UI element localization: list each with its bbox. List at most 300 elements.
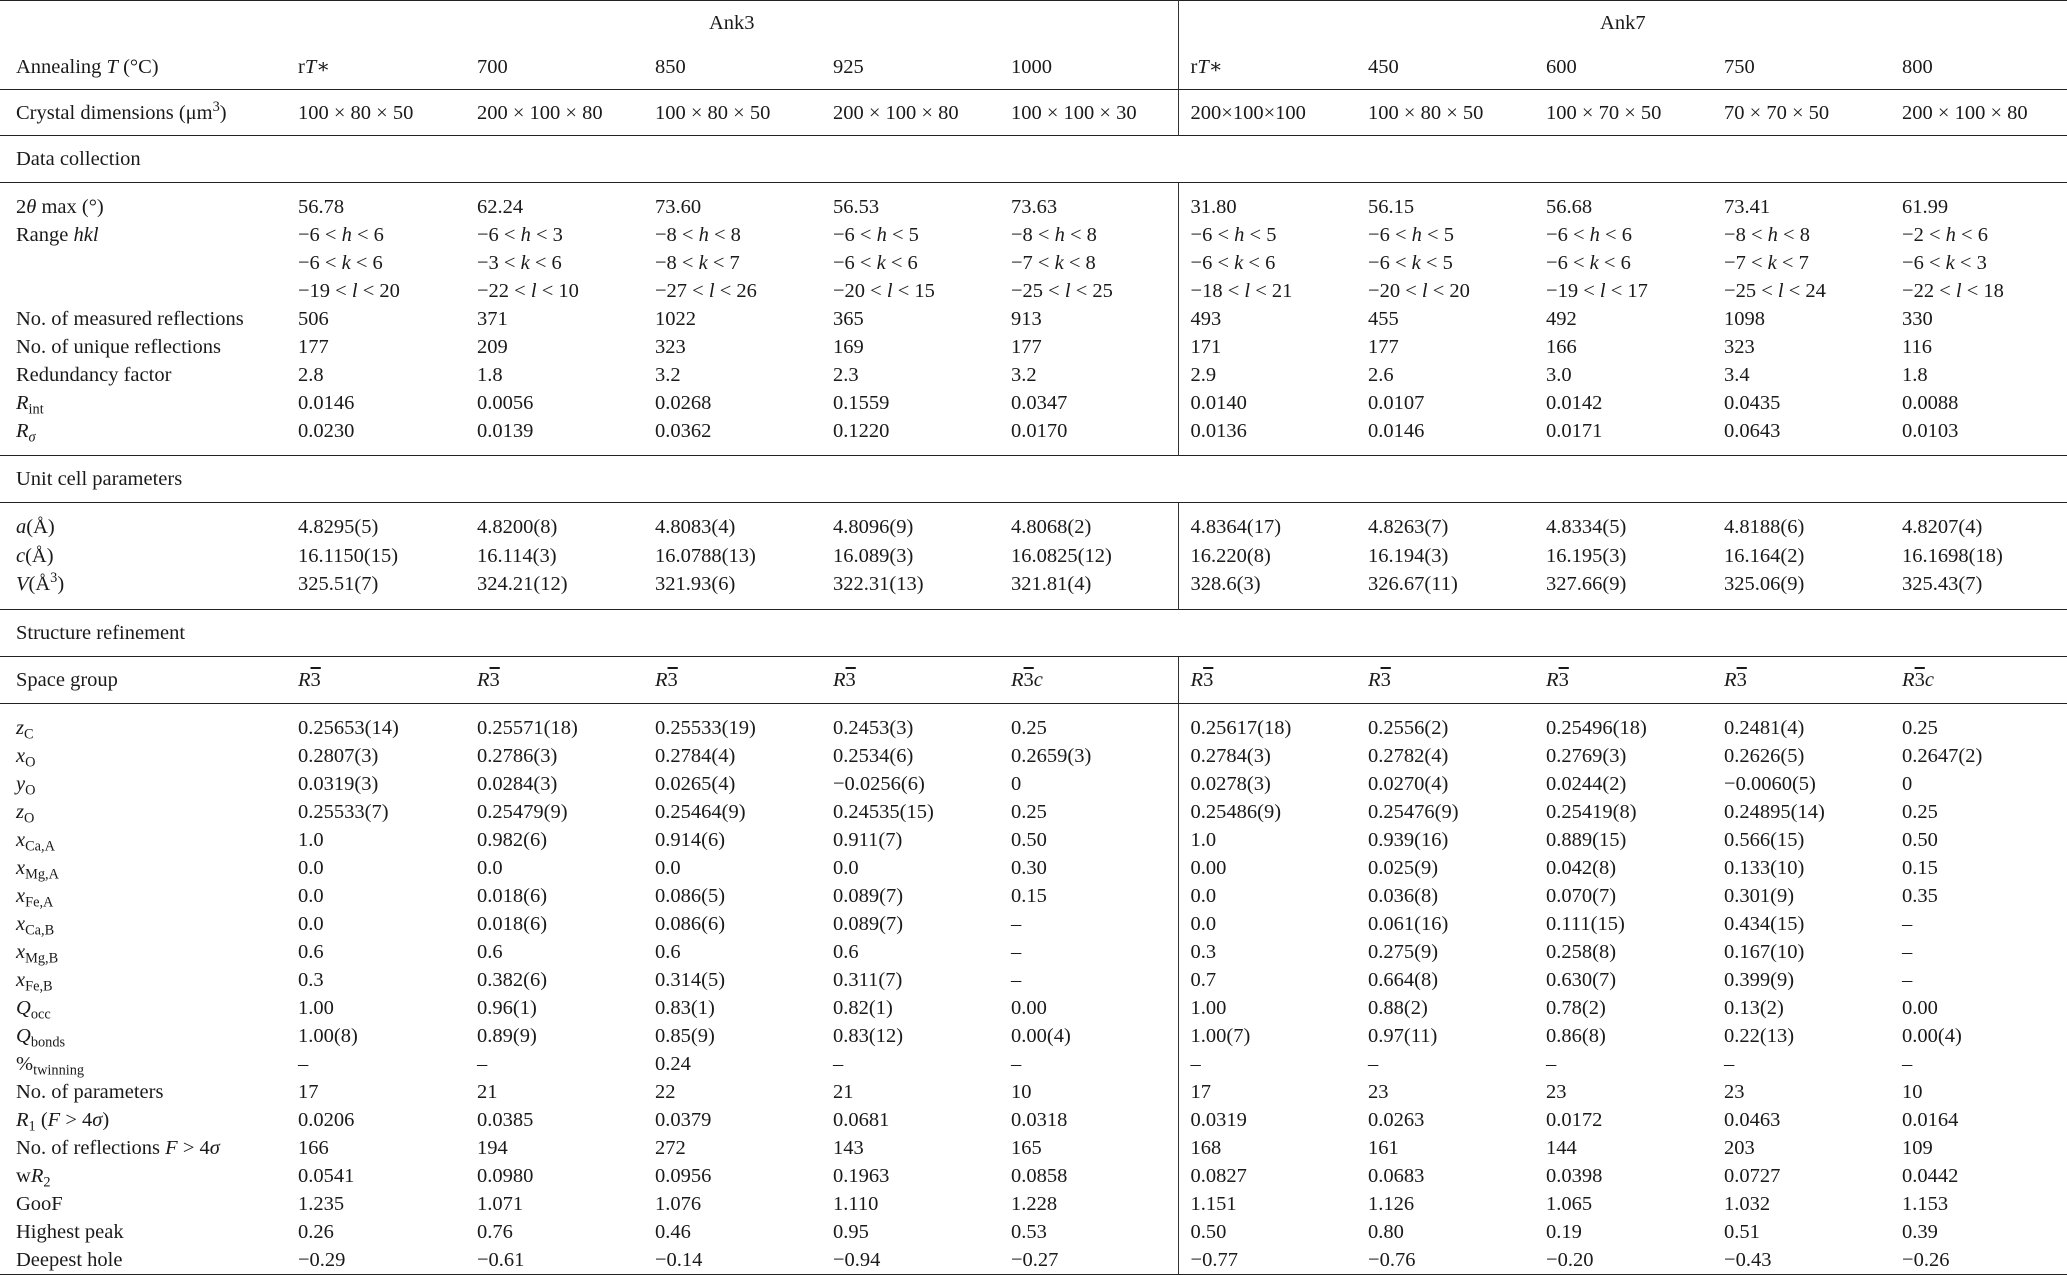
cell-c-cell: 16.114(3) [477, 544, 557, 567]
variable-symbol: z [16, 800, 24, 823]
unique-reflections-cell: 177 [1368, 336, 1399, 358]
num-reflections-f4s-cell: 109 [1902, 1136, 1933, 1159]
variable-symbol: h [1411, 224, 1422, 246]
spacer-cell [1356, 183, 1534, 194]
spacer-cell [1712, 183, 1890, 194]
param-pct-twinning-cell: – [298, 1052, 309, 1075]
r-sigma-cell: 0.0171 [1546, 420, 1603, 442]
r-sigma-label [0, 417, 286, 445]
variable-symbol: x [16, 912, 26, 935]
space-group-glide: c [1033, 668, 1043, 691]
cell-volume-row [0, 570, 2067, 599]
variable-symbol: x [16, 940, 26, 963]
label-subscript: Ca,A [25, 837, 55, 854]
param-x-ca-b-cell: – [1902, 912, 1913, 935]
range-hkl-l-cell: −19 < l < 20 [298, 280, 400, 302]
range-hkl-l-cell: −25 < l < 25 [999, 277, 1178, 305]
param-z-o-cell: 0.25476(9) [1368, 800, 1459, 823]
unit-cell-section-title: Unit cell parameters [0, 456, 2067, 503]
goof-cell: 1.153 [1902, 1192, 1949, 1215]
r1-label: $R_1$ (F > 4σ) [16, 1108, 110, 1134]
range-hkl-l-cell: −25 < l < 24 [1724, 280, 1826, 302]
param-pct-twinning-cell: – [477, 1052, 488, 1075]
two-theta-max-label: 2θ max (°) [16, 196, 104, 218]
spacer-cell [1712, 599, 1890, 610]
param-y-o-label [0, 770, 286, 798]
deepest-hole-cell: −0.76 [1356, 1246, 1534, 1275]
param-z-c-row [0, 714, 2067, 742]
space-group-rotoinversion: 3 [489, 668, 500, 691]
space-group-symbol: R [1190, 668, 1204, 691]
cell-c-cell: 16.1150(15) [298, 544, 399, 567]
param-pct-twinning-cell: – [1190, 1052, 1201, 1075]
param-x-ca-a-cell: 1.0 [298, 828, 324, 851]
spacer-cell [999, 183, 1178, 194]
cell-a-row [0, 513, 2067, 542]
spacer-cell [0, 445, 286, 456]
spacer-cell [1890, 183, 2067, 194]
param-x-ca-b-label [0, 910, 286, 938]
variable-symbol: c [16, 544, 26, 567]
data-collection-section-title: Data collection [0, 136, 2067, 183]
param-y-o-cell: 0.0284(3) [477, 772, 558, 795]
wr2-cell: 0.0442 [1902, 1164, 1959, 1187]
r-sigma-cell: 0.0362 [655, 420, 712, 442]
param-Q-occ-cell: 0.13(2) [1724, 996, 1784, 1019]
spacer-cell [1890, 445, 2067, 456]
variable-symbol: Q [16, 1024, 31, 1047]
cell-c-cell: 16.0825(12) [999, 542, 1178, 571]
spacer-cell [1534, 703, 1712, 714]
cell-a-cell: 4.8295(5) [298, 516, 379, 539]
param-Q-occ-cell: 1.00 [298, 996, 334, 1019]
redundancy-factor-cell: 3.2 [655, 364, 681, 386]
param-Q-bonds-cell: 0.00(4) [1902, 1024, 1962, 1047]
deepest-hole-cell: −0.61 [465, 1246, 643, 1275]
param-x-fe-a-cell: 0.301(9) [1724, 884, 1795, 907]
spacer-cell [1356, 703, 1534, 714]
param-y-o-cell: −0.0060(5) [1724, 772, 1816, 795]
param-x-fe-b-cell: 0.3 [298, 968, 324, 991]
r1-cell: 0.0681 [833, 1108, 890, 1131]
r-sigma-cell: 0.0146 [1368, 420, 1425, 442]
range-hkl-l-label [0, 277, 286, 305]
highest-peak-cell: 0.39 [1902, 1220, 1938, 1243]
cell-volume-cell: 321.81(4) [999, 570, 1178, 599]
variable-symbol: T [1197, 55, 1209, 78]
cell-volume-cell: 324.21(12) [477, 573, 568, 596]
param-Q-bonds-cell: 0.97(11) [1368, 1024, 1438, 1047]
variable-symbol: x [16, 744, 26, 767]
unique-reflections-cell: 177 [298, 336, 329, 358]
param-Q-occ-cell: 0.88(2) [1368, 996, 1428, 1019]
spacer-cell [999, 599, 1178, 610]
redundancy-factor-cell: 2.8 [298, 364, 324, 386]
cell-c-cell: 16.1698(18) [1902, 544, 2003, 567]
space-group-cell [1712, 656, 1890, 703]
cell-a-cell: 4.8068(2) [999, 513, 1178, 542]
wr2-cell: 0.0727 [1724, 1164, 1781, 1187]
variable-symbol: hkl [73, 224, 99, 246]
unique-reflections-cell: 171 [1190, 336, 1222, 358]
goof-cell: 1.065 [1546, 1192, 1593, 1215]
variable-symbol: h [1234, 224, 1245, 246]
spacer-cell [1178, 599, 1356, 610]
num-reflections-f4s-cell: 168 [1190, 1136, 1222, 1159]
highest-peak-cell: 0.46 [655, 1220, 691, 1243]
param-pct-twinning-cell: – [999, 1050, 1178, 1078]
spacer-cell [286, 183, 465, 194]
param-x-ca-a-cell: 1.0 [1190, 828, 1217, 851]
cell-volume-cell: 321.93(6) [655, 573, 736, 596]
variable-symbol: h [1589, 224, 1600, 246]
goof-cell: 1.235 [298, 1192, 345, 1215]
space-group-cell [1890, 656, 2067, 703]
space-group-rotoinversion: 3 [845, 668, 856, 691]
variable-symbol: R [30, 1164, 44, 1187]
r-int-row [0, 389, 2067, 417]
param-z-o-cell: 0.25479(9) [477, 800, 568, 823]
variable-symbol: y [16, 772, 26, 795]
measured-reflections-cell: 365 [833, 308, 864, 330]
param-x-fe-a-cell: 0.35 [1902, 884, 1938, 907]
variable-symbol: l [886, 280, 893, 302]
param-y-o-cell: 0.0244(2) [1546, 772, 1627, 795]
space-group-rotoinversion: 3 [1914, 668, 1925, 691]
param-x-mg-b-cell: 0.167(10) [1724, 940, 1805, 963]
measured-reflections-cell: 493 [1190, 308, 1222, 330]
variable-symbol: x [16, 884, 26, 907]
variable-symbol: h [698, 224, 709, 246]
num-parameters-label: No. of parameters [16, 1080, 164, 1103]
r-sigma-cell: 0.0136 [1190, 420, 1247, 442]
two-theta-max-cell: 31.80 [1190, 196, 1237, 218]
range-hkl-h-cell: −6 < h < 5 [833, 224, 919, 246]
goof-cell: 1.032 [1724, 1192, 1771, 1215]
two-theta-max-cell: 73.41 [1724, 196, 1771, 218]
label-subscript: O [25, 753, 36, 770]
deepest-hole-cell: −0.29 [286, 1246, 465, 1275]
variable-symbol: V [16, 573, 29, 596]
deepest-hole-cell: −0.27 [999, 1246, 1178, 1275]
param-z-c-label [0, 714, 286, 742]
crystal-dimensions-cell: 70 × 70 × 50 [1712, 90, 1890, 136]
spacer-cell [465, 503, 643, 514]
unit-cell-section-row [0, 456, 2067, 503]
r-sigma-cell: 0.0643 [1724, 420, 1781, 442]
num-parameters-cell: 21 [477, 1080, 498, 1103]
redundancy-factor-cell: 1.8 [477, 364, 503, 386]
spacer-cell [821, 183, 999, 194]
num-parameters-cell: 23 [1368, 1080, 1389, 1103]
param-x-ca-a-cell: 0.939(16) [1368, 828, 1449, 851]
two-theta-max-cell: 61.99 [1902, 196, 1949, 218]
param-x-ca-a-cell: 0.566(15) [1724, 828, 1805, 851]
label-subscript: 2 [43, 1173, 51, 1190]
redundancy-factor-label: Redundancy factor [16, 364, 172, 386]
measured-reflections-cell: 506 [298, 308, 329, 330]
measured-reflections-cell: 330 [1902, 308, 1933, 330]
variable-symbol: x [16, 856, 26, 879]
variable-symbol: σ [92, 1108, 103, 1131]
param-x-ca-b-cell: 0.111(15) [1546, 912, 1625, 935]
param-y-o-cell: 0 [999, 770, 1178, 798]
param-x-ca-a-cell: 0.50 [999, 826, 1178, 854]
label-subscript: bonds [30, 1033, 66, 1050]
annealing-cell: 1000 [999, 44, 1178, 90]
param-Q-bonds-cell: 0.86(8) [1546, 1024, 1606, 1047]
param-x-fe-a-cell: 0.089(7) [833, 884, 904, 907]
num-reflections-f4s-cell: 161 [1368, 1136, 1399, 1159]
variable-symbol: Q [16, 996, 31, 1019]
spacer-cell [999, 503, 1178, 514]
crystal-dimensions-row [0, 90, 2067, 136]
unique-reflections-row [0, 333, 2067, 361]
param-x-ca-b-cell: 0.018(6) [477, 912, 548, 935]
spacer-cell [821, 503, 999, 514]
spacer-cell [1178, 183, 1356, 194]
param-x-fe-a-row [0, 882, 2067, 910]
param-Q-bonds-cell: 1.00(8) [298, 1024, 358, 1047]
param-x-fe-a-cell: 0.0 [298, 884, 324, 907]
num-reflections-f4s-cell: 166 [298, 1136, 329, 1159]
param-Q-occ-cell: 0.78(2) [1546, 996, 1606, 1019]
space-group-cell [286, 656, 465, 703]
space-group-rotoinversion: 3 [1558, 668, 1569, 691]
spacer-cell [0, 703, 286, 714]
crystal-dimensions-cell: 100 × 80 × 50 [1356, 90, 1534, 136]
param-x-mg-a-cell: 0.0 [298, 856, 324, 879]
num-reflections-f4s-cell: 165 [999, 1134, 1178, 1162]
spacer-cell [1356, 445, 1534, 456]
param-z-o-label [0, 798, 286, 826]
highest-peak-cell: 0.76 [477, 1220, 513, 1243]
param-Q-bonds-row [0, 1022, 2067, 1050]
space-group-symbol: R [1011, 668, 1024, 691]
variable-symbol: θ [26, 196, 37, 218]
crystal-dimensions-cell: 100 × 70 × 50 [1534, 90, 1712, 136]
param-x-o-cell: 0.2769(3) [1546, 744, 1627, 767]
unique-reflections-cell: 116 [1902, 336, 1933, 358]
annealing-label: Annealing T (°C) [16, 55, 159, 78]
range-hkl-l-cell: −20 < l < 15 [833, 280, 935, 302]
param-y-o-cell: 0.0319(3) [298, 772, 379, 795]
spacer-cell [821, 445, 999, 456]
r1-cell: 0.0318 [999, 1106, 1178, 1134]
space-group-row [0, 656, 2067, 703]
wr2-cell: 0.0398 [1546, 1164, 1603, 1187]
spacer-cell [1356, 503, 1534, 514]
variable-symbol: x [16, 828, 26, 851]
r1-cell: 0.0172 [1546, 1108, 1603, 1131]
r-sigma-cell: 0.0230 [298, 420, 355, 442]
spacer-cell [643, 445, 821, 456]
variable-symbol: h [876, 224, 887, 246]
param-x-ca-b-cell: 0.089(7) [833, 912, 904, 935]
param-x-fe-b-cell: – [1902, 968, 1913, 991]
param-x-mg-b-cell: 0.6 [655, 940, 681, 963]
r-sigma-cell: 0.1220 [833, 420, 890, 442]
variable-symbol: F [47, 1108, 61, 1131]
variable-symbol: l [530, 280, 537, 302]
r1-cell: 0.0206 [298, 1108, 355, 1131]
spacer-cell [465, 183, 643, 194]
range-hkl-h-cell: −8 < h < 8 [655, 224, 741, 246]
spacer-cell [286, 503, 465, 514]
range-hkl-h-cell: −2 < h < 6 [1902, 224, 1988, 246]
param-x-mg-b-cell: 0.6 [477, 940, 503, 963]
variable-symbol: R [16, 392, 29, 414]
spacer-cell [643, 183, 821, 194]
cell-a-cell: 4.8207(4) [1902, 516, 1983, 539]
param-x-o-row [0, 742, 2067, 770]
r-int-cell: 0.0107 [1368, 392, 1425, 414]
num-reflections-f4s-row [0, 1134, 2067, 1162]
deepest-hole-cell: −0.14 [643, 1246, 821, 1275]
spacer-cell [999, 445, 1178, 456]
range-hkl-k-label [0, 249, 286, 277]
space-group-rotoinversion: 3 [310, 668, 321, 691]
r-int-label [0, 389, 286, 417]
r1-cell: 0.0463 [1724, 1108, 1781, 1131]
param-x-fe-b-cell: 0.382(6) [477, 968, 548, 991]
param-x-fe-a-cell: 0.070(7) [1546, 884, 1617, 907]
spacer-cell [821, 703, 999, 714]
variable-symbol: k [520, 252, 530, 274]
param-Q-occ-cell: 0.00 [1902, 996, 1938, 1019]
label-subscript: Ca,B [25, 921, 55, 938]
variable-symbol: a [16, 516, 27, 539]
param-x-ca-a-cell: 0.914(6) [655, 828, 726, 851]
variable-symbol: h [1054, 224, 1065, 246]
param-z-c-cell: 0.2556(2) [1368, 716, 1449, 739]
variable-symbol: x [16, 968, 26, 991]
unique-reflections-cell: 177 [999, 333, 1178, 361]
range-hkl-k-cell: −8 < k < 7 [655, 252, 740, 274]
data-collection-section-row [0, 136, 2067, 183]
num-parameters-cell: 21 [833, 1080, 854, 1103]
redundancy-factor-cell: 2.9 [1190, 364, 1217, 386]
cell-a-cell: 4.8096(9) [833, 516, 914, 539]
spacer-cell [1534, 183, 1712, 194]
r1-cell: 0.0319 [1190, 1108, 1247, 1131]
crystal-dimensions-cell: 100 × 80 × 50 [643, 90, 821, 136]
range-hkl-h-cell: −6 < h < 6 [298, 224, 384, 246]
annealing-cell: 700 [477, 55, 508, 78]
variable-symbol: l [708, 280, 715, 302]
num-reflections-f4s-cell: 143 [833, 1136, 864, 1159]
param-x-fe-b-cell: 0.399(9) [1724, 968, 1795, 991]
param-x-fe-b-cell: 0.664(8) [1368, 968, 1439, 991]
measured-reflections-cell: 492 [1546, 308, 1577, 330]
label-superscript: 3 [212, 98, 220, 115]
cell-c-cell: 16.164(2) [1724, 544, 1805, 567]
num-reflections-f4s-cell: 144 [1546, 1136, 1577, 1159]
wr2-cell: 0.0827 [1190, 1164, 1247, 1187]
space-group-symbol: R [655, 668, 668, 691]
label-subscript: σ [28, 429, 36, 445]
param-x-mg-a-row [0, 854, 2067, 882]
param-x-mg-b-cell: 0.6 [298, 940, 324, 963]
range-hkl-k-row [0, 249, 2067, 277]
r-int-cell: 0.0056 [477, 392, 534, 414]
highest-peak-cell: 0.53 [999, 1218, 1178, 1246]
r-int-cell: 0.0347 [999, 389, 1178, 417]
r-int-cell: 0.0146 [298, 392, 355, 414]
r-int-cell: 0.0268 [655, 392, 712, 414]
goof-cell: 1.071 [477, 1192, 524, 1215]
spacer-cell [1890, 503, 2067, 514]
spacer-cell [1712, 703, 1890, 714]
spacer-cell [1178, 703, 1356, 714]
param-x-ca-a-cell: 0.889(15) [1546, 828, 1627, 851]
highest-peak-cell: 0.19 [1546, 1220, 1582, 1243]
param-x-fe-b-cell: 0.311(7) [833, 968, 903, 991]
cell-volume-cell: 328.6(3) [1190, 573, 1261, 596]
two-theta-max-cell: 56.78 [298, 196, 345, 218]
spacer-cell [1178, 445, 1356, 456]
param-Q-occ-cell: 0.82(1) [833, 996, 893, 1019]
space-group-cell [1534, 656, 1712, 703]
annealing-cell: 450 [1368, 55, 1399, 78]
variable-symbol: h [1945, 224, 1956, 246]
variable-symbol: k [698, 252, 708, 274]
label-subscript: twinning [33, 1061, 85, 1078]
redundancy-factor-cell: 3.0 [1546, 364, 1572, 386]
annealing-cell: 750 [1724, 55, 1755, 78]
cell-volume-cell: 325.51(7) [298, 573, 379, 596]
param-x-mg-a-cell: 0.00 [1190, 856, 1227, 879]
range-hkl-k-cell: −6 < k < 6 [833, 252, 918, 274]
num-parameters-cell: 17 [298, 1080, 319, 1103]
cell-c-cell: 16.089(3) [833, 544, 914, 567]
variable-symbol: k [341, 252, 351, 274]
param-x-mg-b-row [0, 938, 2067, 966]
param-z-o-cell: 0.25533(7) [298, 800, 389, 823]
spacer-row [0, 599, 2067, 610]
range-hkl-k-cell: −6 < k < 6 [298, 252, 383, 274]
param-x-mg-b-cell: 0.258(8) [1546, 940, 1617, 963]
redundancy-factor-cell: 2.3 [833, 364, 859, 386]
spacer-cell [0, 183, 286, 194]
range-hkl-l-cell: −19 < l < 17 [1546, 280, 1648, 302]
variable-symbol: l [1421, 280, 1428, 302]
redundancy-factor-cell: 3.2 [999, 361, 1178, 389]
param-x-mg-a-cell: 0.0 [833, 856, 859, 879]
param-x-ca-b-cell: 0.434(15) [1724, 912, 1805, 935]
two-theta-max-cell: 73.63 [999, 193, 1178, 221]
cell-c-cell: 16.195(3) [1546, 544, 1627, 567]
r-sigma-cell: 0.0103 [1902, 420, 1959, 442]
num-reflections-f4s-cell: 272 [655, 1136, 686, 1159]
range-hkl-h-label: Range hkl [16, 224, 99, 246]
param-x-mg-a-cell: 0.133(10) [1724, 856, 1805, 879]
variable-symbol: k [1054, 252, 1064, 274]
param-Q-occ-label [0, 994, 286, 1022]
num-reflections-f4s-label: No. of reflections F > 4σ [16, 1136, 220, 1159]
spacer-cell [999, 703, 1178, 714]
group-header-ank3: Ank3 [286, 1, 1178, 45]
crystal-dimensions-cell: 100 × 80 × 50 [286, 90, 465, 136]
space-group-rotoinversion: 3 [1023, 668, 1034, 691]
variable-symbol: R [16, 420, 29, 442]
range-hkl-h-cell: −8 < h < 8 [1724, 224, 1810, 246]
redundancy-factor-cell: 3.4 [1724, 364, 1750, 386]
r1-cell: 0.0164 [1902, 1108, 1959, 1131]
cell-a-cell: 4.8364(17) [1190, 516, 1282, 539]
space-group-cell [1178, 656, 1356, 703]
wr2-row [0, 1162, 2067, 1190]
